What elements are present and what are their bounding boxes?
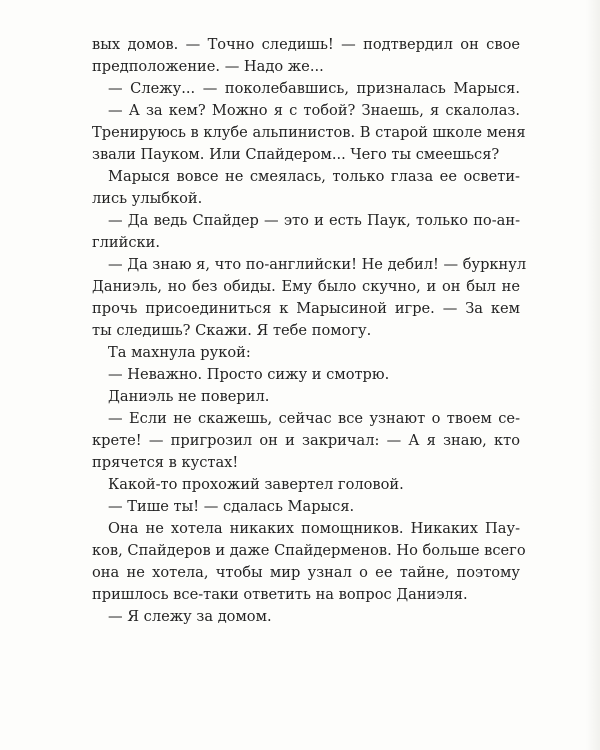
text-line: — Слежу... — поколебавшись, призналась Марыся. [108,80,520,97]
text-line: предположение. — Надо же... [92,58,324,75]
text-line: вых домов. — Точно следишь! — подтвердил он свое [92,36,520,53]
text-line: прячется в кустах! [92,454,239,471]
text-line: ков, Спайдеров и даже Спайдерменов. Но больше всего [92,542,526,559]
text-line: крете! — пригрозил он и закричал: — А я знаю, кто [92,432,520,449]
text-line: ты следишь? Скажи. Я тебе помогу. [92,322,372,339]
text-line: — Я слежу за домом. [108,608,272,625]
text-line: Даниэль, но без обиды. Ему было скучно, и он был не [92,278,520,295]
text-line: Тренируюсь в клубе альпинистов. В старой школе меня [92,124,526,141]
text-line: прочь присоединиться к Марысиной игре. — За кем [92,300,520,317]
page-edge-shadow [586,0,600,750]
text-line: Даниэль не поверил. [108,388,270,405]
text-line: — Да ведь Спайдер — это и есть Паук, только по-ан- [108,212,520,229]
text-line: глийски. [92,234,161,251]
text-line: Марыся вовсе не смеялась, только глаза ее освети- [108,168,520,185]
text-line: — Если не скажешь, сейчас все узнают о твоем се- [108,410,520,427]
text-line: Она не хотела никаких помощников. Никаких Пау- [108,520,520,537]
text-line: звали Пауком. Или Спайдером... Чего ты смеешься? [92,146,500,163]
text-line: Какой-то прохожий завертел головой. [108,476,404,493]
text-line: Та махнула рукой: [108,344,251,361]
text-line: — Неважно. Просто сижу и смотрю. [108,366,390,383]
text-line: пришлось все-таки ответить на вопрос Даниэля. [92,586,468,603]
book-page-text [92,34,527,628]
text-line: она не хотела, чтобы мир узнал о ее тайне, поэтому [92,564,520,581]
text-line: — Тише ты! — сдалась Марыся. [108,498,355,515]
text-line: — А за кем? Можно я с тобой? Знаешь, я скалолаз. [108,102,520,119]
text-line: — Да знаю я, что по-английски! Не дебил! — буркнул [108,256,527,273]
text-line: лись улыбкой. [92,190,203,207]
